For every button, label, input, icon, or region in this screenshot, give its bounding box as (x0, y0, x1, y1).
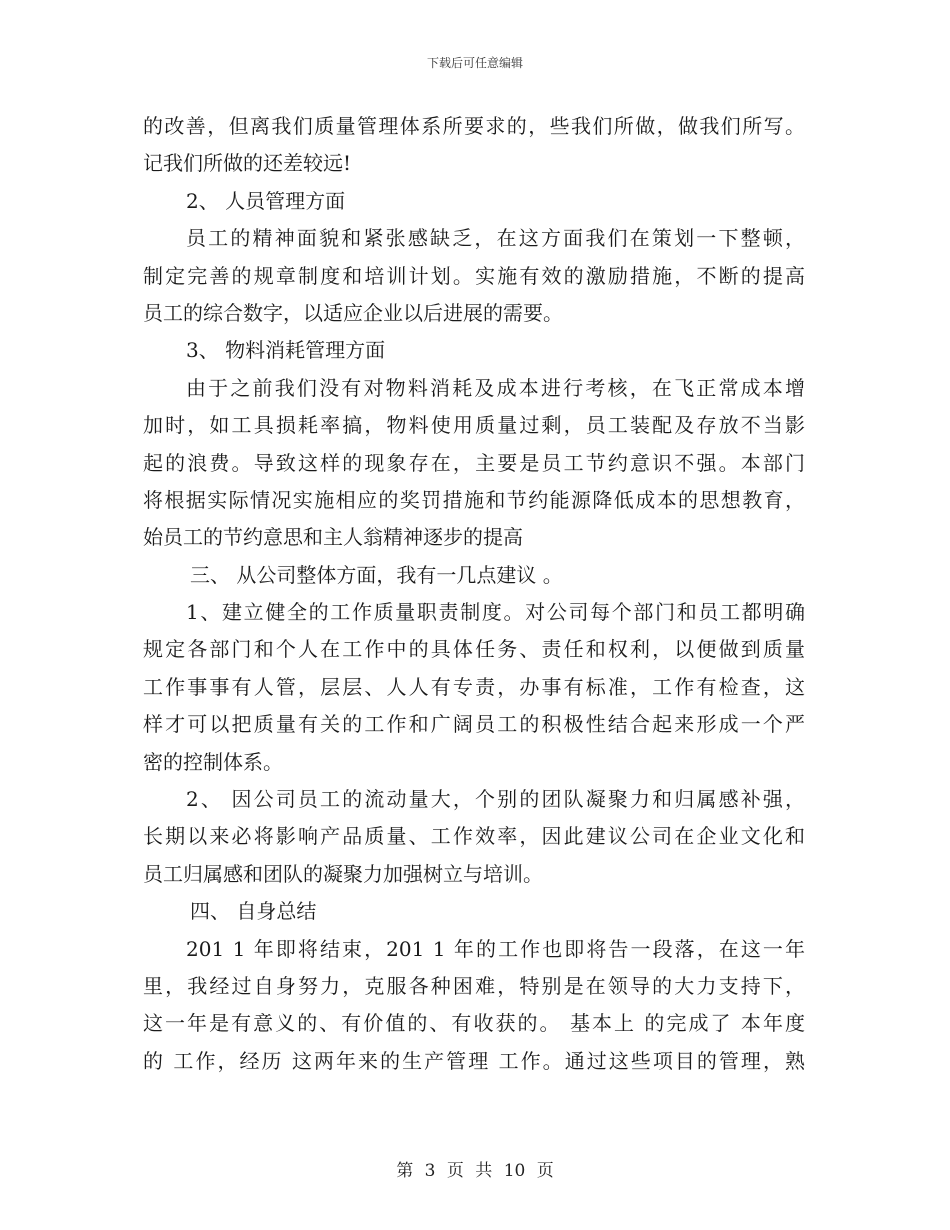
text-line: 里，我经过自身努力，克服各种困难，特别是在领导的大力支持下， (143, 973, 805, 998)
text-line: 员工的精神面貌和紧张感缺乏，在这方面我们在策划一下整顿， (186, 226, 805, 251)
text-line: 1、建立健全的工作质量职责制度。对公司每个部门和员工都明确 (186, 600, 805, 625)
section-heading: 3、 物料消耗管理方面 (186, 338, 386, 363)
text-line: 201 1 年即将结束，201 1 年的工作也即将告一段落，在这一年 (186, 936, 805, 961)
page-header: 下载后可任意编辑 (426, 56, 523, 70)
text-line: 密的控制体系。 (143, 749, 283, 774)
section-heading: 2、 人员管理方面 (186, 188, 346, 213)
text-line: 的 工作，经历 这两年来的生产管理 工作。通过这些项目的管理，熟 (143, 1048, 805, 1073)
text-line: 样才可以把质量有关的工作和广阔员工的积极性结合起来形成一个严 (143, 712, 805, 737)
text-line: 2、 因公司员工的流动量大，个别的团队凝聚力和归属感补强， (186, 787, 805, 812)
text-line: 员工归属感和团队的凝聚力加强树立与培训。 (143, 861, 543, 886)
page-number: 第 3 页 共 10 页 (396, 1161, 554, 1181)
section-heading: 四、 自身总结 (190, 899, 317, 924)
text-line: 长期以来必将影响产品质量、工作效率，因此建议公司在企业文化和 (143, 824, 805, 849)
text-line: 这一年是有意义的、有价值的、有收获的。 基本上 的完成了 本年度 (143, 1011, 805, 1036)
text-line: 工作事事有人管，层层、人人有专责，办事有标准，工作有检查，这 (143, 674, 805, 699)
text-line: 的改善，但离我们质量管理体系所要求的，些我们所做，做我们所写。 (143, 114, 805, 138)
text-line: 起的浪费。导致这样的现象存在，主要是员工节约意识不强。本部门 (143, 450, 805, 475)
text-line: 记我们所做的还差较远! (143, 151, 352, 176)
text-line: 加时，如工具损耗率搞，物料使用质量过剩，员工装配及存放不当影 (143, 413, 805, 438)
text-line: 始员工的节约意思和主人翁精神逐步的提高 (143, 525, 523, 550)
text-line: 由于之前我们没有对物料消耗及成本进行考核，在飞正常成本增 (186, 375, 805, 400)
text-line: 规定各部门和个人在工作中的具体任务、责任和权利，以便做到质量 (143, 637, 805, 662)
text-line: 员工的综合数字，以适应企业以后进展的需要。 (143, 300, 563, 325)
section-heading: 三、 从公司整体方面，我有一几点建议 。 (190, 562, 563, 587)
document-body (143, 108, 805, 1080)
text-line: 将根据实际情况实施相应的奖罚措施和节约能源降低成本的思想教育， (143, 487, 805, 512)
text-line: 制定完善的规章制度和培训计划。实施有效的激励措施，不断的提高 (143, 263, 805, 288)
